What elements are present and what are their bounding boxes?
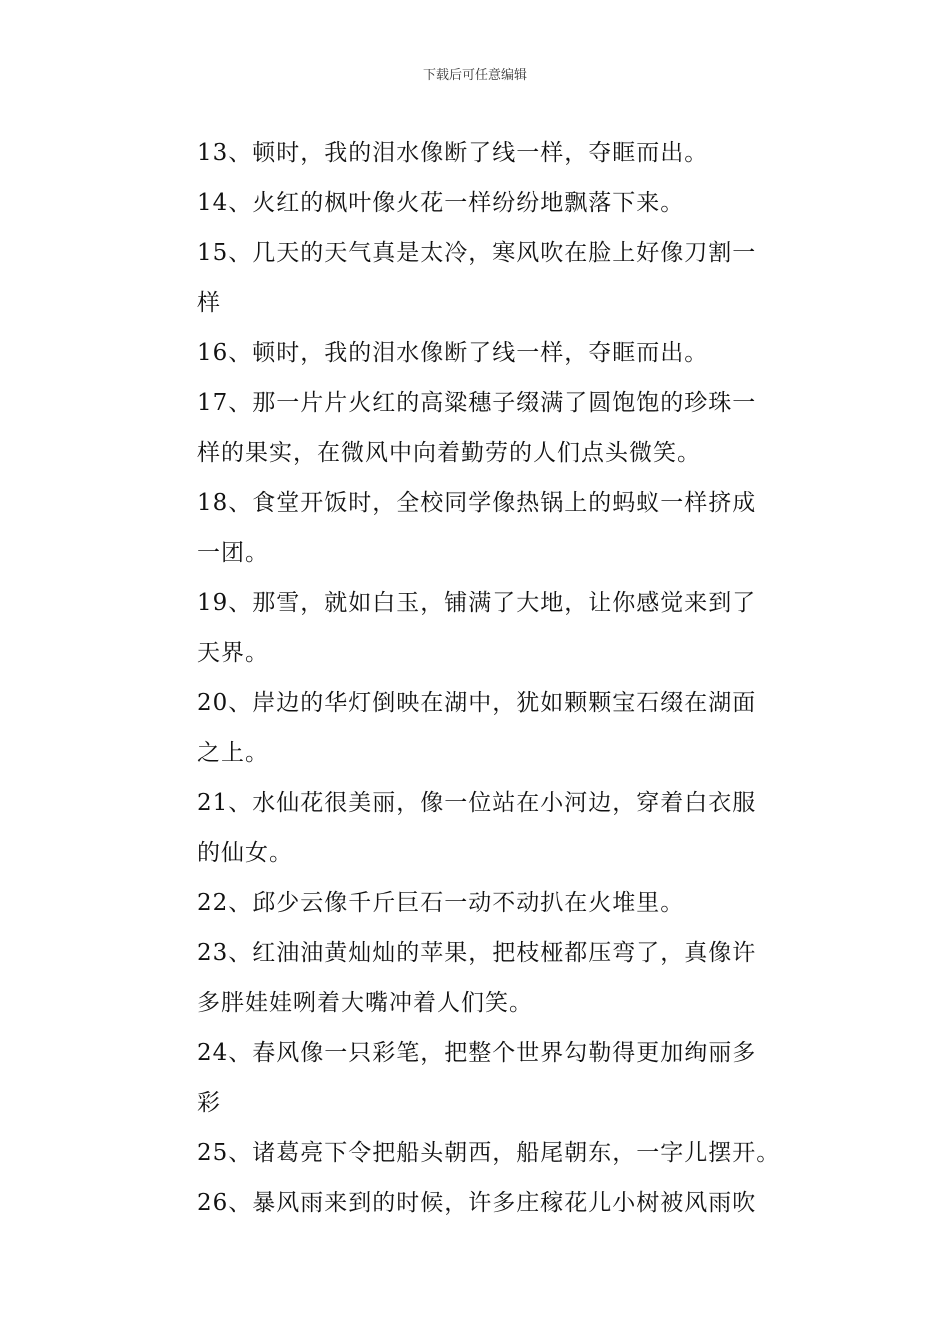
- paragraph-line: 天界。: [197, 640, 269, 666]
- paragraph-25: [145, 1128, 807, 1178]
- page-header: 下载后可任意编辑: [422, 68, 527, 83]
- paragraph-line: 样的果实，在微风中向着勤劳的人们点头微笑。: [197, 440, 701, 466]
- paragraph-20: [145, 678, 807, 778]
- document-body: [145, 128, 807, 1228]
- paragraph-17: [145, 378, 807, 478]
- paragraph-22: [145, 878, 807, 928]
- paragraph-line: 25、诸葛亮下令把船头朝西，船尾朝东，一字儿摆开。: [197, 1140, 781, 1166]
- paragraph-line: 13、顿时，我的泪水像断了线一样，夺眶而出。: [197, 140, 709, 166]
- paragraph-line: 20、岸边的华灯倒映在湖中，犹如颗颗宝石缀在湖面: [197, 690, 757, 716]
- paragraph-line: 18、食堂开饭时，全校同学像热锅上的蚂蚁一样挤成: [197, 490, 757, 516]
- paragraph-26: [145, 1178, 807, 1228]
- paragraph-line: 16、顿时，我的泪水像断了线一样，夺眶而出。: [197, 340, 709, 366]
- paragraph-line: 21、水仙花很美丽，像一位站在小河边，穿着白衣服: [197, 790, 757, 816]
- paragraph-line: 17、那一片片火红的高粱穗子缀满了圆饱饱的珍珠一: [197, 390, 757, 416]
- paragraph-line: 样: [197, 290, 221, 316]
- paragraph-19: [145, 578, 807, 678]
- paragraph-15: [145, 228, 807, 328]
- paragraph-line: 多胖娃娃咧着大嘴冲着人们笑。: [197, 990, 533, 1016]
- paragraph-line: 23、红油油黄灿灿的苹果，把枝桠都压弯了，真像许: [197, 940, 757, 966]
- paragraph-line: 14、火红的枫叶像火花一样纷纷地飘落下来。: [197, 190, 685, 216]
- paragraph-line: 彩: [197, 1090, 221, 1116]
- paragraph-14: [145, 178, 807, 228]
- paragraph-line: 的仙女。: [197, 840, 293, 866]
- paragraph-line: 24、春风像一只彩笔，把整个世界勾勒得更加绚丽多: [197, 1040, 757, 1066]
- paragraph-line: 之上。: [197, 740, 269, 766]
- paragraph-line: 26、暴风雨来到的时候，许多庄稼花儿小树被风雨吹: [197, 1190, 757, 1216]
- paragraph-line: 15、几天的天气真是太冷，寒风吹在脸上好像刀割一: [197, 240, 757, 266]
- paragraph-16: [145, 328, 807, 378]
- paragraph-line: 22、邱少云像千斤巨石一动不动扒在火堆里。: [197, 890, 685, 916]
- paragraph-23: [145, 928, 807, 1028]
- paragraph-24: [145, 1028, 807, 1128]
- paragraph-line: 19、那雪，就如白玉，铺满了大地，让你感觉来到了: [197, 590, 757, 616]
- paragraph-21: [145, 778, 807, 878]
- paragraph-13: [145, 128, 807, 178]
- paragraph-line: 一团。: [197, 540, 269, 566]
- paragraph-18: [145, 478, 807, 578]
